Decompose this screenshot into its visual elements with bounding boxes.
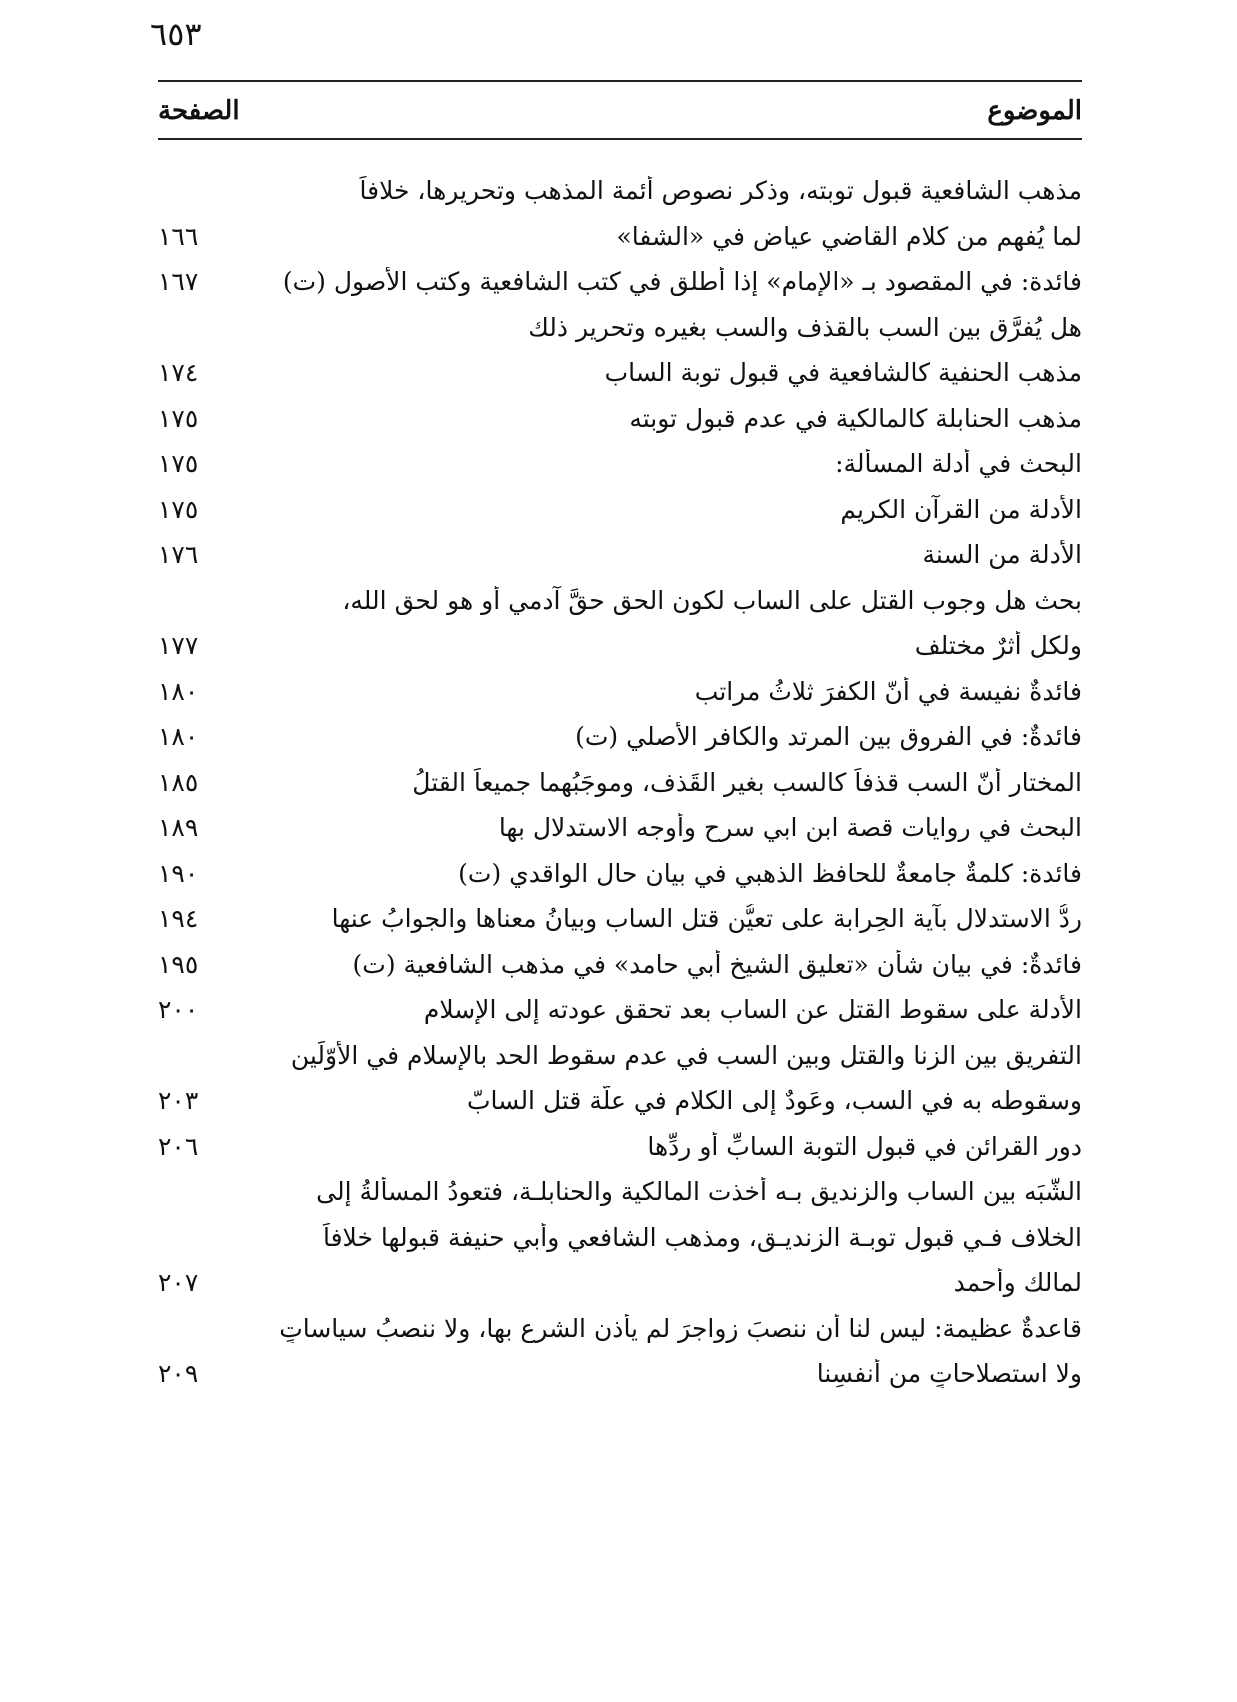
toc-entry-page: ١٧٥ bbox=[158, 403, 199, 433]
toc-entry-page: ١٧٥ bbox=[158, 494, 199, 524]
toc-entry-page: ١٧٤ bbox=[158, 358, 199, 388]
toc-entry-title: الأدلة على سقوط القتل عن الساب بعد تحقق عودته إلى الإسلام bbox=[423, 995, 1082, 1025]
toc-entry bbox=[158, 1169, 1082, 1215]
toc-entry bbox=[158, 305, 1082, 351]
toc-entry-page: ١٩٠ bbox=[158, 858, 199, 888]
toc-entry bbox=[158, 259, 1082, 305]
toc-entry-page: ١٦٧ bbox=[158, 267, 199, 297]
toc-entry bbox=[158, 1351, 1082, 1397]
toc-entry-title: الأدلة من السنة bbox=[922, 540, 1082, 570]
header-top-rule bbox=[158, 80, 1082, 82]
toc-entry-title: بحث هل وجوب القتل على الساب لكون الحق حقَّ آدمي أو هو لحق الله، bbox=[342, 585, 1082, 615]
toc-entry-title: فائدةٌ: في الفروق بين المرتد والكافر الأصلي (ت) bbox=[575, 722, 1082, 752]
toc-list bbox=[158, 168, 1082, 1397]
toc-entry-title: ردُّ الاستدلال بآية الحِرابة على تعيُّن قتل الساب وبيانُ معناها والجوابُ عنها bbox=[331, 904, 1082, 934]
toc-entry-page: ٢٠٣ bbox=[158, 1086, 199, 1116]
toc-entry-title: فائدةٌ: في بيان شأن «تعليق الشيخ أبي حامد» في مذهب الشافعية (ت) bbox=[352, 949, 1082, 979]
toc-entry-title: ولا استصلاحاتٍ من أنفسِنا bbox=[816, 1359, 1082, 1389]
toc-entry bbox=[158, 350, 1082, 396]
toc-entry bbox=[158, 623, 1082, 669]
toc-entry bbox=[158, 1033, 1082, 1079]
toc-entry-title: لمالك وأحمد bbox=[953, 1268, 1082, 1298]
toc-entry-page: ١٨٠ bbox=[158, 676, 199, 706]
toc-entry-page: ٢٠٦ bbox=[158, 1131, 199, 1161]
toc-entry bbox=[158, 441, 1082, 487]
toc-entry bbox=[158, 942, 1082, 988]
toc-entry-page: ١٧٧ bbox=[158, 631, 199, 661]
toc-entry bbox=[158, 532, 1082, 578]
toc-entry bbox=[158, 669, 1082, 715]
toc-entry-title: وسقوطه به في السب، وعَودٌ إلى الكلام في علّة قتل السابّ bbox=[466, 1086, 1082, 1116]
toc-entry-page: ١٨٥ bbox=[158, 767, 199, 797]
toc-entry bbox=[158, 214, 1082, 260]
toc-entry-title: المختار أنّ السب قذفاً كالسب بغير القَذف، وموجَبُهما جميعاً القتلُ bbox=[412, 767, 1082, 797]
toc-entry bbox=[158, 714, 1082, 760]
toc-entry-page: ٢٠٧ bbox=[158, 1268, 199, 1298]
toc-entry-page: ٢٠٩ bbox=[158, 1359, 199, 1389]
toc-entry-title: فائدة: كلمةٌ جامعةٌ للحافظ الذهبي في بيان حال الواقدي (ت) bbox=[458, 858, 1082, 888]
page-column-label: الصفحة bbox=[158, 96, 240, 126]
toc-entry bbox=[158, 1260, 1082, 1306]
toc-entry-title: فائدةٌ نفيسة في أنّ الكفرَ ثلاثُ مراتب bbox=[694, 676, 1082, 706]
toc-entry bbox=[158, 578, 1082, 624]
toc-entry-page: ١٧٦ bbox=[158, 540, 199, 570]
toc-entry-page: ١٦٦ bbox=[158, 221, 199, 251]
toc-entry-title: التفريق بين الزنا والقتل وبين السب في عدم سقوط الحد بالإسلام في الأوّلَين bbox=[290, 1040, 1082, 1070]
toc-entry-page: ١٨٩ bbox=[158, 813, 199, 843]
toc-entry-title: ولكلٍ أثرٌ مختلف bbox=[914, 631, 1082, 661]
toc-entry bbox=[158, 896, 1082, 942]
toc-entry-page: ٢٠٠ bbox=[158, 995, 199, 1025]
toc-entry-title: الخلاف فـي قبول توبـة الزنديـق، ومذهب الشافعي وأبي حنيفة قبولها خلافاً bbox=[322, 1222, 1082, 1252]
toc-entry-title: البحث في أدلة المسألة: bbox=[835, 449, 1082, 479]
table-header bbox=[158, 88, 1082, 134]
toc-entry-page: ١٨٠ bbox=[158, 722, 199, 752]
toc-entry bbox=[158, 1124, 1082, 1170]
toc-entry-title: مذهب الحنابلة كالمالكية في عدم قبول توبته bbox=[629, 403, 1082, 433]
toc-entry-page: ١٩٥ bbox=[158, 949, 199, 979]
toc-entry-title: دور القرائن في قبول التوبة السابِّ أو ردِّها bbox=[647, 1131, 1082, 1161]
toc-entry-title: مذهب الحنفية كالشافعية في قبول توبة الساب bbox=[604, 358, 1082, 388]
toc-entry-title: الأدلة من القرآن الكريم bbox=[840, 494, 1082, 524]
toc-entry-title: فائدة: في المقصود بـ «الإمام» إذا أُطلق في كتب الشافعية وكتب الأصول (ت) bbox=[282, 267, 1082, 297]
toc-entry bbox=[158, 396, 1082, 442]
toc-entry bbox=[158, 987, 1082, 1033]
toc-entry bbox=[158, 851, 1082, 897]
toc-entry-page: ١٩٤ bbox=[158, 904, 199, 934]
subject-column-label: الموضوع bbox=[987, 96, 1082, 126]
toc-entry-title: هل يُفرَّق بين السب بالقذف والسب بغيره وتحرير ذلك bbox=[528, 312, 1082, 342]
header-bottom-rule bbox=[158, 138, 1082, 140]
toc-entry-title: الشُّبَه بين الساب والزنديق بـه أخذت المالكية والحنابلـة، فتعودُ المسألةُ إلى bbox=[316, 1177, 1082, 1207]
toc-entry-title: لما يُفهم من كلام القاضي عياض في «الشفا» bbox=[616, 221, 1082, 251]
toc-entry bbox=[158, 805, 1082, 851]
toc-entry-page: ١٧٥ bbox=[158, 449, 199, 479]
toc-entry-title: مذهب الشافعية قبول توبته، وذكر نصوص أئمة المذهب وتحريرها، خلافاً bbox=[359, 176, 1082, 206]
toc-entry bbox=[158, 760, 1082, 806]
toc-entry bbox=[158, 1078, 1082, 1124]
toc-entry bbox=[158, 168, 1082, 214]
toc-entry bbox=[158, 487, 1082, 533]
toc-entry-title: البحث في روايات قصة ابن ابي سرح وأوجه الاستدلال بها bbox=[498, 813, 1082, 843]
toc-entry bbox=[158, 1215, 1082, 1261]
toc-entry-title: قاعدةٌ عظيمة: ليس لنا أن ننصبَ زواجرَ لم يأذن الشرع بها، ولا ننصبُ سياساتٍ bbox=[279, 1313, 1082, 1343]
page-number: ٦٥٣ bbox=[150, 15, 202, 53]
toc-entry bbox=[158, 1306, 1082, 1352]
